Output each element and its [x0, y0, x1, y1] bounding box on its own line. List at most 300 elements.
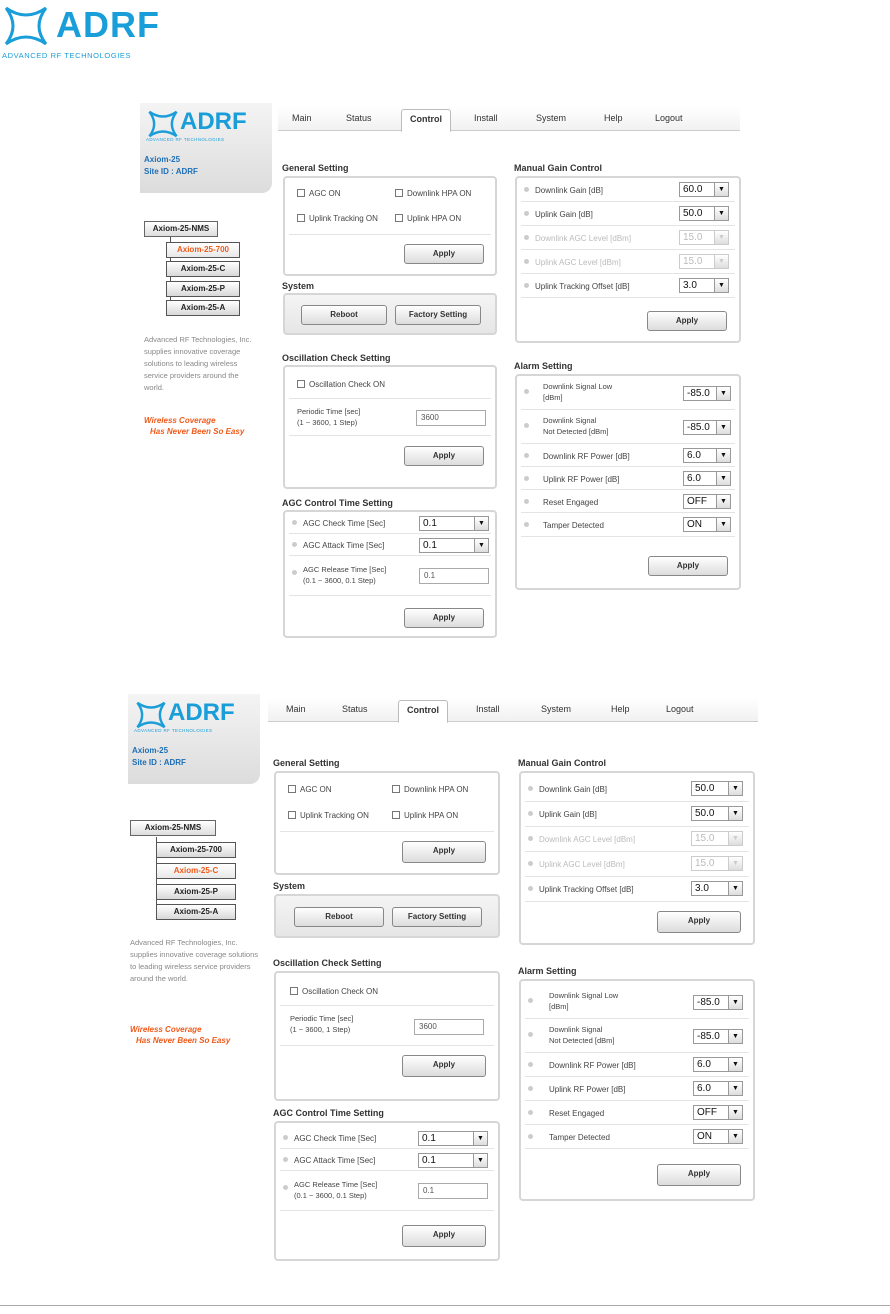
- dl-agc-select: [691, 831, 743, 846]
- dl-rf-label: Downlink RF Power [dB]: [549, 1061, 636, 1070]
- tamper-value: ON: [697, 1131, 712, 1142]
- periodic-time-label: [290, 1013, 353, 1035]
- dropdown-arrow-icon: ▼: [728, 1082, 742, 1095]
- agc-time-panel: [274, 1121, 500, 1261]
- ul-offset-select[interactable]: [691, 881, 743, 896]
- agc-check-label: AGC Check Time [Sec]: [294, 1134, 377, 1143]
- dropdown-arrow-icon: ▼: [714, 207, 728, 220]
- logo-wordmark: ADRF: [56, 4, 160, 45]
- oscillation-panel: [274, 971, 500, 1101]
- uplink-hpa-label: Uplink HPA ON: [407, 214, 462, 223]
- dl-nd-line1: Downlink Signal: [543, 416, 597, 425]
- tree-root-nms[interactable]: Axiom-25-NMS: [130, 820, 216, 836]
- checkbox-icon: [297, 214, 305, 222]
- periodic-label-line1: Periodic Time [sec]: [297, 407, 361, 416]
- tab-install[interactable]: Install: [474, 113, 498, 123]
- agc-release-line1: AGC Release Time [Sec]: [294, 1180, 378, 1189]
- tamper-label: Tamper Detected: [549, 1133, 610, 1142]
- manual-gain-title: Manual Gain Control: [514, 163, 603, 173]
- bullet-icon: [292, 542, 297, 547]
- agc-release-label: [303, 564, 386, 586]
- bullet-icon: [528, 1110, 533, 1115]
- agc-attack-row: [289, 534, 491, 556]
- reset-value: OFF: [697, 1107, 717, 1118]
- dl-rf-label: Downlink RF Power [dB]: [543, 452, 630, 461]
- reset-select[interactable]: [693, 1105, 743, 1120]
- ul-gain-row: [525, 802, 749, 827]
- ul-agc-value: 15.0: [683, 256, 703, 267]
- tab-status[interactable]: Status: [342, 704, 368, 714]
- agc-time-apply-button[interactable]: Apply: [402, 1225, 486, 1247]
- dl-agc-value: 15.0: [683, 232, 703, 243]
- oscillation-check-checkbox[interactable]: [297, 380, 385, 389]
- divider: [280, 831, 494, 832]
- logo-tagline: ADVANCED RF TECHNOLOGIES: [2, 51, 132, 60]
- agc-on-checkbox[interactable]: [288, 785, 332, 794]
- divider: [289, 234, 491, 235]
- dropdown-arrow-icon: ▼: [728, 1106, 742, 1119]
- tab-system[interactable]: System: [541, 704, 572, 714]
- agc-release-row: [289, 556, 491, 596]
- reset-row: [525, 1101, 749, 1125]
- bullet-icon: [528, 1086, 533, 1091]
- agc-time-panel: [283, 510, 497, 638]
- oscillation-panel: [283, 365, 497, 489]
- agc-release-input[interactable]: 0.1: [418, 1183, 488, 1199]
- dropdown-arrow-icon: ▼: [474, 539, 488, 552]
- periodic-label-line2: (1 ~ 3600, 1 Step): [297, 418, 358, 427]
- general-setting-panel: [274, 771, 500, 875]
- agc-check-value: 0.1: [423, 518, 437, 529]
- tamper-select[interactable]: [683, 517, 731, 532]
- manual-gain-panel: [515, 176, 741, 343]
- checkbox-icon: [395, 189, 403, 197]
- general-apply-button[interactable]: Apply: [404, 244, 484, 264]
- dl-low-label: [543, 381, 612, 403]
- dl-nd-line2: Not Detected [dBm]: [543, 427, 609, 436]
- bullet-icon: [524, 476, 529, 481]
- agc-attack-select[interactable]: [418, 1153, 488, 1168]
- ul-gain-value: 50.0: [695, 808, 715, 819]
- ul-offset-value: 3.0: [683, 280, 697, 291]
- alarm-title: Alarm Setting: [514, 361, 573, 371]
- sidebar-header: [128, 694, 260, 784]
- tab-control[interactable]: Control: [401, 109, 451, 132]
- uplink-hpa-label: Uplink HPA ON: [404, 811, 459, 820]
- divider: [289, 435, 491, 436]
- device-info: [144, 154, 198, 178]
- slogan-line-2: Has Never Been So Easy: [150, 427, 245, 436]
- ul-offset-select[interactable]: [679, 278, 729, 293]
- agc-attack-value: 0.1: [423, 540, 437, 551]
- ul-gain-row: [521, 202, 735, 226]
- dl-low-value: -85.0: [697, 997, 720, 1008]
- screenshot-1: [140, 103, 740, 623]
- bullet-icon: [528, 1032, 533, 1037]
- dl-nd-label: [549, 1024, 614, 1046]
- uplink-tracking-label: Uplink Tracking ON: [309, 214, 378, 223]
- dropdown-arrow-icon: ▼: [473, 1132, 487, 1145]
- dl-rf-select[interactable]: [683, 448, 731, 463]
- tree-node-p[interactable]: Axiom-25-P: [166, 281, 240, 297]
- device-name: Axiom-25: [132, 746, 169, 755]
- checkbox-icon: [290, 987, 298, 995]
- dropdown-arrow-icon: ▼: [728, 782, 742, 795]
- agc-on-label: AGC ON: [309, 189, 341, 198]
- tree-node-c[interactable]: Axiom-25-C: [166, 261, 240, 277]
- dl-gain-value: 60.0: [683, 184, 703, 195]
- ul-rf-select[interactable]: [683, 471, 731, 486]
- dl-agc-label: Downlink AGC Level [dBm]: [535, 234, 632, 243]
- dl-low-value: -85.0: [687, 388, 710, 399]
- dl-low-label: [549, 990, 618, 1012]
- dropdown-arrow-icon: ▼: [728, 857, 742, 870]
- bullet-icon: [524, 235, 529, 240]
- ul-agc-select: [691, 856, 743, 871]
- agc-time-title: AGC Control Time Setting: [282, 498, 393, 508]
- bullet-icon: [524, 211, 529, 216]
- top-nav: [268, 698, 758, 722]
- general-setting-title: General Setting: [282, 163, 349, 173]
- bullet-icon: [528, 1062, 533, 1067]
- agc-release-row: [280, 1171, 494, 1211]
- manual-gain-panel: [519, 771, 755, 945]
- agc-release-line1: AGC Release Time [Sec]: [303, 565, 387, 574]
- bullet-icon: [292, 570, 297, 575]
- dl-low-select[interactable]: [683, 386, 731, 401]
- tamper-select[interactable]: [693, 1129, 743, 1144]
- ul-gain-select[interactable]: [691, 806, 743, 821]
- agc-release-line2: (0.1 ~ 3600, 0.1 Step): [294, 1191, 367, 1200]
- dl-nd-row: [525, 1019, 749, 1053]
- periodic-time-label: [297, 406, 360, 428]
- alarm-apply-button[interactable]: Apply: [657, 1164, 741, 1186]
- manual-gain-apply-button[interactable]: Apply: [647, 311, 727, 331]
- bullet-icon: [292, 520, 297, 525]
- uplink-hpa-checkbox[interactable]: [392, 811, 458, 820]
- tree-node-700[interactable]: Axiom-25-700: [166, 242, 240, 258]
- agc-check-select[interactable]: [419, 516, 489, 531]
- oscillation-apply-button[interactable]: Apply: [404, 446, 484, 466]
- dl-gain-label: Downlink Gain [dB]: [539, 785, 608, 794]
- dropdown-arrow-icon: ▼: [728, 1130, 742, 1143]
- tree-node-c[interactable]: Axiom-25-C: [156, 863, 236, 879]
- ul-offset-row: [525, 877, 749, 902]
- bullet-icon: [524, 389, 529, 394]
- site-id: Site ID : ADRF: [132, 758, 186, 767]
- dropdown-arrow-icon: ▼: [473, 1154, 487, 1167]
- divider: [280, 1045, 494, 1046]
- factory-setting-button[interactable]: Factory Setting: [395, 305, 481, 325]
- reset-select[interactable]: [683, 494, 731, 509]
- tab-control[interactable]: Control: [398, 700, 448, 723]
- tamper-label: Tamper Detected: [543, 521, 604, 530]
- tab-logout[interactable]: Logout: [666, 704, 694, 714]
- general-apply-button[interactable]: Apply: [402, 841, 486, 863]
- dl-nd-line1: Downlink Signal: [549, 1025, 603, 1034]
- company-description: Advanced RF Technologies, Inc. supplies innovative coverage solutions to leading wireless service providers around the world.: [130, 938, 258, 983]
- manual-gain-apply-button[interactable]: Apply: [657, 911, 741, 933]
- ul-offset-label: Uplink Tracking Offset [dB]: [535, 282, 630, 291]
- agc-check-select[interactable]: [418, 1131, 488, 1146]
- dl-agc-row: [525, 827, 749, 852]
- bullet-icon: [524, 522, 529, 527]
- dl-nd-value: -85.0: [687, 422, 710, 433]
- bullet-icon: [528, 811, 533, 816]
- dl-low-line1: Downlink Signal Low: [543, 382, 613, 391]
- agc-on-label: AGC ON: [300, 785, 332, 794]
- dl-gain-select[interactable]: [679, 182, 729, 197]
- ul-gain-value: 50.0: [683, 208, 703, 219]
- reset-label: Reset Engaged: [549, 1109, 605, 1118]
- dl-rf-select[interactable]: [693, 1057, 743, 1072]
- oscillation-check-label: Oscillation Check ON: [302, 987, 379, 996]
- ul-agc-row: [521, 250, 735, 274]
- dl-low-select[interactable]: [693, 995, 743, 1010]
- dl-agc-select: [679, 230, 729, 245]
- dropdown-arrow-icon: ▼: [714, 255, 728, 268]
- ul-agc-label: Uplink AGC Level [dBm]: [539, 860, 625, 869]
- agc-release-line2: (0.1 ~ 3600, 0.1 Step): [303, 576, 376, 585]
- uplink-hpa-checkbox[interactable]: [395, 214, 461, 223]
- dl-agc-value: 15.0: [695, 833, 715, 844]
- dl-low-line2: [dBm]: [549, 1002, 569, 1011]
- dl-rf-row: [521, 444, 735, 467]
- agc-check-value: 0.1: [422, 1133, 436, 1144]
- dropdown-arrow-icon: ▼: [714, 231, 728, 244]
- dl-gain-select[interactable]: [691, 781, 743, 796]
- bullet-icon: [283, 1185, 288, 1190]
- agc-release-input[interactable]: 0.1: [419, 568, 489, 584]
- tab-system[interactable]: System: [536, 113, 567, 123]
- agc-attack-value: 0.1: [422, 1155, 436, 1166]
- system-title: System: [273, 881, 306, 891]
- tab-install[interactable]: Install: [476, 704, 500, 714]
- slogan-line-2: Has Never Been So Easy: [136, 1036, 231, 1045]
- dropdown-arrow-icon: ▼: [716, 472, 730, 485]
- screenshot-2: [128, 694, 758, 1264]
- periodic-label-line2: (1 ~ 3600, 1 Step): [290, 1025, 351, 1034]
- agc-time-title: AGC Control Time Setting: [273, 1108, 384, 1118]
- bullet-icon: [528, 1134, 533, 1139]
- alarm-title: Alarm Setting: [518, 966, 577, 976]
- dl-nd-line2: Not Detected [dBm]: [549, 1036, 615, 1045]
- ul-rf-label: Uplink RF Power [dB]: [543, 475, 620, 484]
- logo-tagline: ADVANCED RF TECHNOLOGIES: [146, 137, 225, 142]
- checkbox-icon: [288, 811, 296, 819]
- oscillation-check-checkbox[interactable]: [290, 987, 378, 996]
- ul-rf-value: 6.0: [697, 1083, 711, 1094]
- divider: [280, 1005, 494, 1006]
- dl-low-row: [525, 985, 749, 1019]
- page-footer-rule: [0, 1305, 890, 1306]
- dropdown-arrow-icon: ▼: [728, 882, 742, 895]
- dl-nd-row: [521, 410, 735, 444]
- bullet-icon: [528, 836, 533, 841]
- dropdown-arrow-icon: ▼: [716, 495, 730, 508]
- periodic-time-input[interactable]: 3600: [416, 410, 486, 426]
- ul-offset-value: 3.0: [695, 883, 709, 894]
- agc-attack-label: AGC Attack Time [Sec]: [303, 541, 385, 550]
- slogan-line-1: Wireless Coverage: [144, 416, 216, 425]
- agc-attack-label: AGC Attack Time [Sec]: [294, 1156, 376, 1165]
- checkbox-icon: [392, 811, 400, 819]
- system-panel: [274, 894, 500, 938]
- tamper-row: [525, 1125, 749, 1149]
- dl-nd-select[interactable]: [693, 1029, 743, 1044]
- ul-gain-label: Uplink Gain [dB]: [535, 210, 593, 219]
- dropdown-arrow-icon: ▼: [728, 1058, 742, 1071]
- company-description: Advanced RF Technologies, Inc. supplies innovative coverage solutions to leading wireless service providers around the world.: [144, 335, 252, 392]
- ul-rf-row: [525, 1077, 749, 1101]
- dl-rf-value: 6.0: [697, 1059, 711, 1070]
- dropdown-arrow-icon: ▼: [728, 832, 742, 845]
- dl-rf-row: [525, 1053, 749, 1077]
- factory-setting-button[interactable]: Factory Setting: [392, 907, 482, 927]
- dl-low-line2: [dBm]: [543, 393, 563, 402]
- checkbox-icon: [297, 380, 305, 388]
- company-logo: [0, 0, 180, 62]
- bullet-icon: [524, 423, 529, 428]
- adrf-logo-mark-icon: [2, 4, 50, 48]
- dropdown-arrow-icon: ▼: [716, 518, 730, 531]
- ul-agc-label: Uplink AGC Level [dBm]: [535, 258, 621, 267]
- tab-main[interactable]: Main: [292, 113, 312, 123]
- tree-node-a[interactable]: Axiom-25-A: [156, 904, 236, 920]
- logo-wordmark: ADRF: [180, 108, 247, 135]
- dl-agc-label: Downlink AGC Level [dBm]: [539, 835, 636, 844]
- divider: [289, 398, 491, 399]
- dropdown-arrow-icon: ▼: [716, 421, 730, 434]
- adrf-logo-mark-icon: [134, 700, 168, 730]
- ul-offset-row: [521, 274, 735, 298]
- dl-nd-value: -85.0: [697, 1031, 720, 1042]
- bullet-icon: [524, 259, 529, 264]
- top-nav: [278, 107, 740, 131]
- reboot-button[interactable]: Reboot: [301, 305, 387, 325]
- bullet-icon: [528, 886, 533, 891]
- downlink-hpa-checkbox[interactable]: [395, 189, 471, 198]
- downlink-hpa-label: Downlink HPA ON: [407, 189, 472, 198]
- ul-rf-value: 6.0: [687, 473, 701, 484]
- dl-gain-row: [525, 777, 749, 802]
- general-setting-title: General Setting: [273, 758, 340, 768]
- tree-root-nms[interactable]: Axiom-25-NMS: [144, 221, 218, 237]
- dl-gain-row: [521, 178, 735, 202]
- dropdown-arrow-icon: ▼: [728, 1030, 742, 1043]
- reset-row: [521, 490, 735, 513]
- agc-time-apply-button[interactable]: Apply: [404, 608, 484, 628]
- agc-attack-select[interactable]: [419, 538, 489, 553]
- ul-agc-select: [679, 254, 729, 269]
- ul-gain-label: Uplink Gain [dB]: [539, 810, 597, 819]
- bullet-icon: [528, 786, 533, 791]
- agc-attack-row: [280, 1149, 494, 1171]
- bullet-icon: [524, 453, 529, 458]
- dl-gain-label: Downlink Gain [dB]: [535, 186, 604, 195]
- tamper-value: ON: [687, 519, 702, 530]
- oscillation-apply-button[interactable]: Apply: [402, 1055, 486, 1077]
- alarm-apply-button[interactable]: Apply: [648, 556, 728, 576]
- dropdown-arrow-icon: ▼: [716, 387, 730, 400]
- bullet-icon: [528, 861, 533, 866]
- reset-value: OFF: [687, 496, 707, 507]
- sidebar-header: [140, 103, 272, 193]
- general-setting-panel: [283, 176, 497, 276]
- dl-rf-value: 6.0: [687, 450, 701, 461]
- tab-help[interactable]: Help: [604, 113, 623, 123]
- dropdown-arrow-icon: ▼: [728, 996, 742, 1009]
- bullet-icon: [283, 1157, 288, 1162]
- uplink-tracking-label: Uplink Tracking ON: [300, 811, 369, 820]
- oscillation-check-label: Oscillation Check ON: [309, 380, 386, 389]
- agc-release-label: [294, 1179, 377, 1201]
- logo-tagline: ADVANCED RF TECHNOLOGIES: [134, 728, 213, 733]
- tab-help[interactable]: Help: [611, 704, 630, 714]
- periodic-time-input[interactable]: 3600: [414, 1019, 484, 1035]
- dl-low-row: [521, 376, 735, 410]
- tab-logout[interactable]: Logout: [655, 113, 683, 123]
- dl-agc-row: [521, 226, 735, 250]
- ul-rf-select[interactable]: [693, 1081, 743, 1096]
- uplink-tracking-checkbox[interactable]: [288, 811, 369, 820]
- ul-agc-row: [525, 852, 749, 877]
- dropdown-arrow-icon: ▼: [474, 517, 488, 530]
- agc-on-checkbox[interactable]: [297, 189, 341, 198]
- downlink-hpa-checkbox[interactable]: [392, 785, 468, 794]
- dropdown-arrow-icon: ▼: [714, 279, 728, 292]
- tree-node-a[interactable]: Axiom-25-A: [166, 300, 240, 316]
- tree-node-p[interactable]: Axiom-25-P: [156, 884, 236, 900]
- adrf-logo-mark-icon: [146, 109, 180, 139]
- agc-check-label: AGC Check Time [Sec]: [303, 519, 386, 528]
- periodic-label-line1: Periodic Time [sec]: [290, 1014, 354, 1023]
- checkbox-icon: [392, 785, 400, 793]
- checkbox-icon: [297, 189, 305, 197]
- oscillation-title: Oscillation Check Setting: [282, 353, 391, 363]
- ul-rf-label: Uplink RF Power [dB]: [549, 1085, 626, 1094]
- alarm-panel: [515, 374, 741, 590]
- bullet-icon: [524, 283, 529, 288]
- slogan-line-1: Wireless Coverage: [130, 1025, 202, 1034]
- uplink-tracking-checkbox[interactable]: [297, 214, 378, 223]
- agc-check-row: [289, 512, 491, 534]
- agc-check-row: [280, 1127, 494, 1149]
- device-name: Axiom-25: [144, 155, 181, 164]
- tab-status[interactable]: Status: [346, 113, 372, 123]
- ul-agc-value: 15.0: [695, 858, 715, 869]
- reboot-button[interactable]: Reboot: [294, 907, 384, 927]
- bullet-icon: [528, 998, 533, 1003]
- oscillation-title: Oscillation Check Setting: [273, 958, 382, 968]
- dl-nd-label: [543, 415, 608, 437]
- logo-wordmark: ADRF: [168, 699, 235, 726]
- reset-label: Reset Engaged: [543, 498, 599, 507]
- checkbox-icon: [288, 785, 296, 793]
- dropdown-arrow-icon: ▼: [716, 449, 730, 462]
- ul-gain-select[interactable]: [679, 206, 729, 221]
- tamper-row: [521, 513, 735, 537]
- site-id: Site ID : ADRF: [144, 167, 198, 176]
- dropdown-arrow-icon: ▼: [728, 807, 742, 820]
- tree-node-700[interactable]: Axiom-25-700: [156, 842, 236, 858]
- tab-main[interactable]: Main: [286, 704, 306, 714]
- downlink-hpa-label: Downlink HPA ON: [404, 785, 469, 794]
- ul-rf-row: [521, 467, 735, 490]
- dl-nd-select[interactable]: [683, 420, 731, 435]
- manual-gain-title: Manual Gain Control: [518, 758, 607, 768]
- checkbox-icon: [395, 214, 403, 222]
